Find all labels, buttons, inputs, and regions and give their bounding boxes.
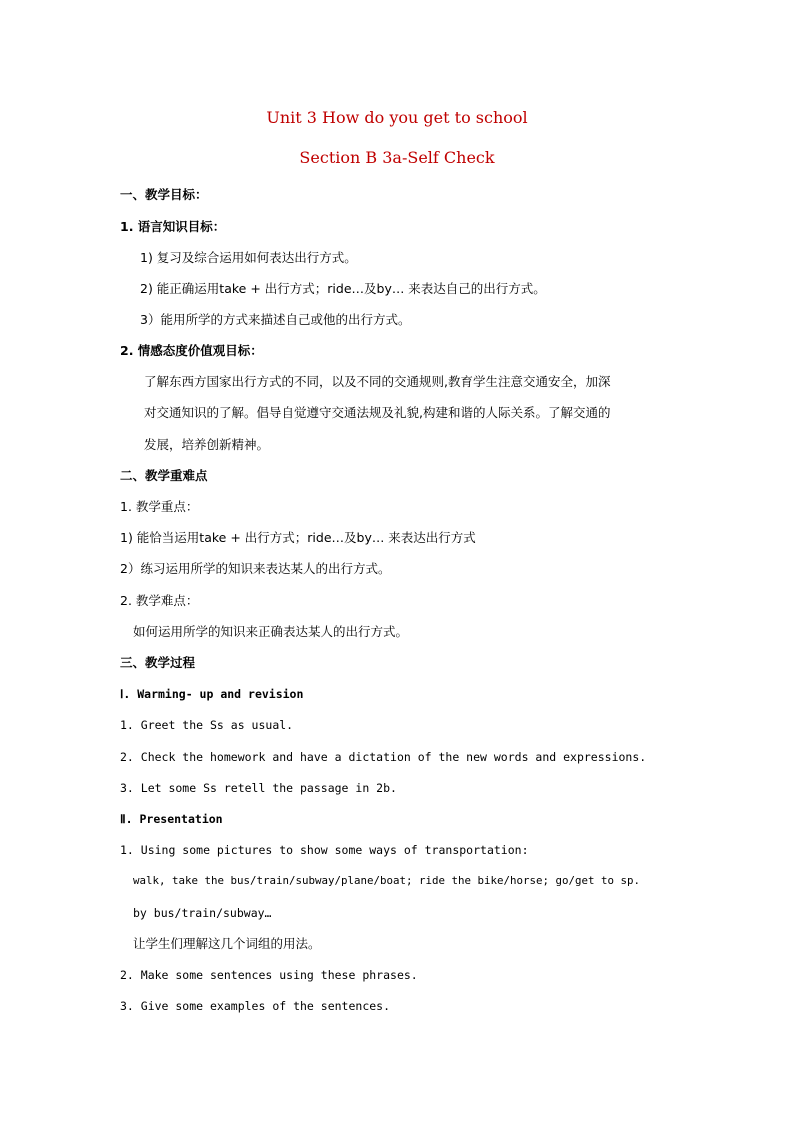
goal-2-heading: 2. 情感态度价值观目标： — [120, 343, 263, 358]
goal-2-line: 了解东西方国家出行方式的不同，以及不同的交通规则,教育学生注意交通安全，加深 — [144, 374, 611, 389]
part-1-item: 1. Greet the Ss as usual. — [120, 718, 294, 732]
goal-1-item: 2) 能正确运用take + 出行方式；ride…及by… 来表达自己的出行方式。 — [140, 281, 546, 296]
part-2-note: 让学生们理解这几个词组的用法。 — [133, 936, 321, 951]
doc-subtitle: Section B 3a-Self Check — [299, 148, 495, 167]
goal-1-heading: 1. 语言知识目标： — [120, 219, 226, 234]
goal-1-item: 1) 复习及综合运用如何表达出行方式。 — [140, 250, 357, 265]
part-2-item: 1. Using some pictures to show some ways of transportation: — [120, 843, 529, 857]
difficulty-text: 如何运用所学的知识来正确表达某人的出行方式。 — [133, 624, 409, 639]
focus-heading: 1. 教学重点： — [120, 499, 199, 514]
difficulty-heading: 2. 教学难点： — [120, 593, 199, 608]
focus-item: 2）练习运用所学的知识来表达某人的出行方式。 — [120, 561, 391, 576]
section-3-heading: 三、教学过程 — [120, 655, 196, 670]
part-1-item: 2. Check the homework and have a dictation of the new words and expressions. — [120, 750, 647, 764]
focus-item: 1) 能恰当运用take + 出行方式；ride…及by… 来表达出行方式 — [120, 530, 476, 545]
part-2-heading: Ⅱ. Presentation — [120, 812, 223, 826]
goal-2-line: 对交通知识的了解。倡导自觉遵守交通法规及礼貌,构建和谐的人际关系。了解交通的 — [144, 405, 611, 420]
part-1-item: 3. Let some Ss retell the passage in 2b. — [120, 781, 397, 795]
part-2-item-line: by bus/train/subway… — [133, 906, 272, 920]
goal-1-item: 3）能用所学的方式来描述自己或他的出行方式。 — [140, 312, 411, 327]
part-2-item-line: walk, take the bus/train/subway/plane/boat; ride the bike/horse; go/get to sp. — [133, 874, 641, 887]
part-2-item: 2. Make some sentences using these phrases. — [120, 968, 418, 982]
part-2-item: 3. Give some examples of the sentences. — [120, 999, 391, 1013]
goal-2-line: 发展，培养创新精神。 — [144, 437, 270, 452]
part-1-heading: Ⅰ. Warming- up and revision — [120, 687, 304, 701]
section-1-heading: 一、教学目标： — [120, 187, 208, 202]
section-2-heading: 二、教学重难点 — [120, 468, 208, 483]
doc-title: Unit 3 How do you get to school — [266, 108, 528, 127]
